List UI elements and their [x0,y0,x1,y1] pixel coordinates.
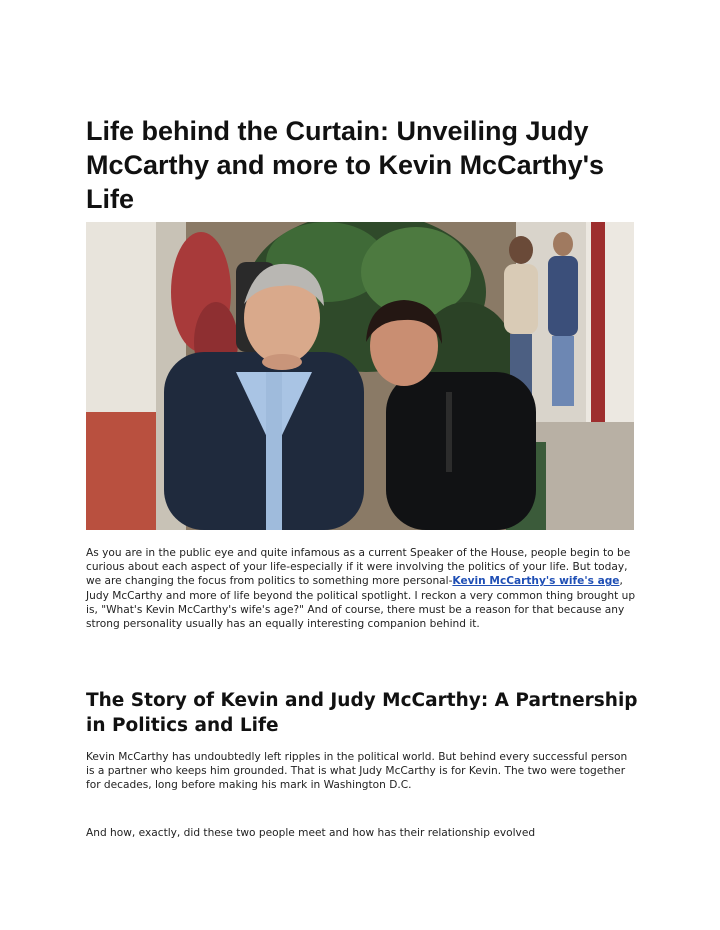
intro-text-before-link: As you are in the public eye and quite infamous as a current Speaker of the House, people begin to be curious about each aspect of your life-especially if it were involving the politics of your life. But today, we are changing the focus from politics to something more personal- [86,547,631,588]
question-paragraph: And how, exactly, did these two people meet and how has their relationship evolved [86,827,536,839]
section-heading: The Story of Kevin and Judy McCarthy: A Partnership in Politics and Life [86,690,638,736]
intro-text-after-link: , Judy McCarthy and more of life beyond the political spotlight. I reckon a very common thing brought up is, "What's Kevin McCarthy's wife's age?" And of course, there must be a reason for that because any strong personality usually has an equally interesting companion behind it. [86,575,636,631]
intro-paragraph [86,546,638,631]
article-photo [86,222,634,530]
article-title: Life behind the Curtain: Unveiling Judy McCarthy and more to Kevin McCarthy's Life [86,116,605,214]
story-paragraph: Kevin McCarthy has undoubtedly left ripples in the political world. But behind every successful person is a partner who keeps him grounded. That is what Judy McCarthy is for Kevin. The two were together for decades, long before making his mark in Washington D.C. [86,751,628,792]
wife-age-link[interactable]: Kevin McCarthy's wife's age [452,575,620,588]
